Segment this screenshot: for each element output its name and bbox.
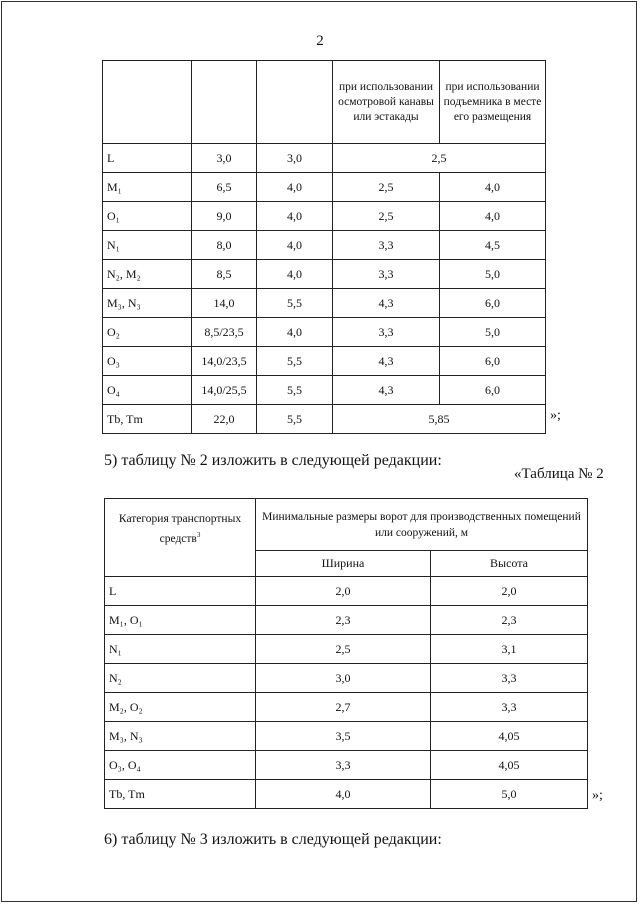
table-2-header-category-text: Категория транспортных средств xyxy=(118,513,242,545)
table-cell: 3,3 xyxy=(333,318,440,347)
table-cell: 4,0 xyxy=(257,318,333,347)
table-cell: 3,5 xyxy=(256,722,431,751)
table-cell: 22,0 xyxy=(192,405,257,434)
table-1-header-cell-3 xyxy=(257,61,333,144)
table-1-header-row xyxy=(103,61,546,144)
table-cell-category: Tb, Tm xyxy=(103,405,192,434)
page-number: 2 xyxy=(316,33,324,49)
table-row xyxy=(103,289,546,318)
table-cell: 5,0 xyxy=(431,780,588,809)
table-1-header-cell-2 xyxy=(192,61,257,144)
table-1 xyxy=(102,60,546,434)
table-cell: 2,3 xyxy=(431,606,588,635)
table-row xyxy=(103,405,546,434)
table-cell: 3,3 xyxy=(431,664,588,693)
table-cell-category: N₁ xyxy=(105,635,256,664)
table-cell: 2,0 xyxy=(256,577,431,606)
table-cell: 3,0 xyxy=(192,144,257,173)
table-cell-category: L xyxy=(105,577,256,606)
table-row xyxy=(105,751,588,780)
table-cell: 14,0/23,5 xyxy=(192,347,257,376)
table-cell-category: O₄ xyxy=(103,376,192,405)
table-2-header-height: Высота xyxy=(431,551,588,577)
table-cell: 2,7 xyxy=(256,693,431,722)
table-row xyxy=(103,231,546,260)
table-cell: 2,5 xyxy=(256,635,431,664)
table-cell: 5,5 xyxy=(257,376,333,405)
table-cell: 14,0 xyxy=(192,289,257,318)
table-cell: 4,0 xyxy=(257,231,333,260)
table-2-header-width: Ширина xyxy=(256,551,431,577)
table-row xyxy=(103,260,546,289)
table-row xyxy=(105,635,588,664)
table-cell: 6,0 xyxy=(440,376,546,405)
table-cell: 6,0 xyxy=(440,289,546,318)
table-cell: 3,3 xyxy=(431,693,588,722)
table-cell-category: M₁, O₁ xyxy=(105,606,256,635)
table-cell-merged: 5,85 xyxy=(333,405,546,434)
table-cell: 3,1 xyxy=(431,635,588,664)
table-row xyxy=(103,318,546,347)
table-cell-category: M₃, N₃ xyxy=(103,289,192,318)
table-cell-category: O₃, O₄ xyxy=(105,751,256,780)
table-row xyxy=(105,780,588,809)
table-cell: 2,0 xyxy=(431,577,588,606)
table-cell-category: O₁ xyxy=(103,202,192,231)
table-1-header-cell-4: при использовании осмотровой канавы или эстакады xyxy=(333,61,440,144)
table-row xyxy=(105,664,588,693)
table-2-closing-quote: »; xyxy=(592,788,603,803)
table-row xyxy=(105,606,588,635)
table-2-header-category xyxy=(105,499,256,577)
table-row xyxy=(103,347,546,376)
table-cell: 2,5 xyxy=(333,202,440,231)
table-cell: 4,05 xyxy=(431,722,588,751)
table-cell-category: O₃ xyxy=(103,347,192,376)
table-row xyxy=(103,173,546,202)
table-row xyxy=(105,577,588,606)
table-cell: 4,0 xyxy=(257,173,333,202)
table-cell: 5,0 xyxy=(440,318,546,347)
table-1-closing-quote: »; xyxy=(550,408,561,423)
table-cell: 4,0 xyxy=(440,202,546,231)
instruction-5: 5) таблицу № 2 изложить в следующей редакции: xyxy=(104,452,442,469)
table-row xyxy=(103,376,546,405)
table-cell-merged: 2,5 xyxy=(333,144,546,173)
table-cell: 2,3 xyxy=(256,606,431,635)
table-cell-category: M₁ xyxy=(103,173,192,202)
instruction-6: 6) таблицу № 3 изложить в следующей редакции: xyxy=(104,831,442,848)
footnote-mark: 3 xyxy=(196,531,201,539)
table-cell: 8,5 xyxy=(192,260,257,289)
table-row xyxy=(103,144,546,173)
table-cell: 4,0 xyxy=(440,173,546,202)
table-1-header-cell-5: при использовании подъемника в месте его размещения xyxy=(440,61,546,144)
table-cell: 3,3 xyxy=(333,260,440,289)
table-1-header-cell-1 xyxy=(103,61,192,144)
table-row xyxy=(105,693,588,722)
table-cell: 4,0 xyxy=(256,780,431,809)
table-cell: 6,0 xyxy=(440,347,546,376)
table-cell-category: N₂ xyxy=(105,664,256,693)
table-cell: 3,0 xyxy=(257,144,333,173)
table-cell: 8,5/23,5 xyxy=(192,318,257,347)
table-cell: 5,5 xyxy=(257,347,333,376)
table-2 xyxy=(104,498,588,809)
table-row xyxy=(103,202,546,231)
table-cell: 3,0 xyxy=(256,664,431,693)
table-cell-category: O₂ xyxy=(103,318,192,347)
table-cell: 3,3 xyxy=(333,231,440,260)
table-cell: 14,0/25,5 xyxy=(192,376,257,405)
table-cell: 4,3 xyxy=(333,289,440,318)
table-cell: 5,5 xyxy=(257,289,333,318)
table-2-header-gates: Минимальные размеры ворот для производственных помещений или сооружений, м xyxy=(256,499,588,551)
table-cell: 4,05 xyxy=(431,751,588,780)
table-2-label: «Таблица № 2 xyxy=(514,466,604,482)
table-cell: 8,0 xyxy=(192,231,257,260)
table-cell: 5,0 xyxy=(440,260,546,289)
table-row xyxy=(105,722,588,751)
table-cell: 6,5 xyxy=(192,173,257,202)
table-cell: 4,3 xyxy=(333,376,440,405)
table-cell: 3,3 xyxy=(256,751,431,780)
table-cell: 2,5 xyxy=(333,173,440,202)
table-cell: 5,5 xyxy=(257,405,333,434)
table-cell: 4,3 xyxy=(333,347,440,376)
table-cell: 4,0 xyxy=(257,260,333,289)
table-cell-category: M₂, O₂ xyxy=(105,693,256,722)
table-2-header-row-1 xyxy=(105,499,588,551)
table-cell: 4,5 xyxy=(440,231,546,260)
table-cell-category: L xyxy=(103,144,192,173)
table-cell-category: M₃, N₃ xyxy=(105,722,256,751)
table-cell-category: N₂, M₂ xyxy=(103,260,192,289)
table-cell-category: Tb, Tm xyxy=(105,780,256,809)
table-cell-category: N₁ xyxy=(103,231,192,260)
table-cell: 9,0 xyxy=(192,202,257,231)
table-cell: 4,0 xyxy=(257,202,333,231)
